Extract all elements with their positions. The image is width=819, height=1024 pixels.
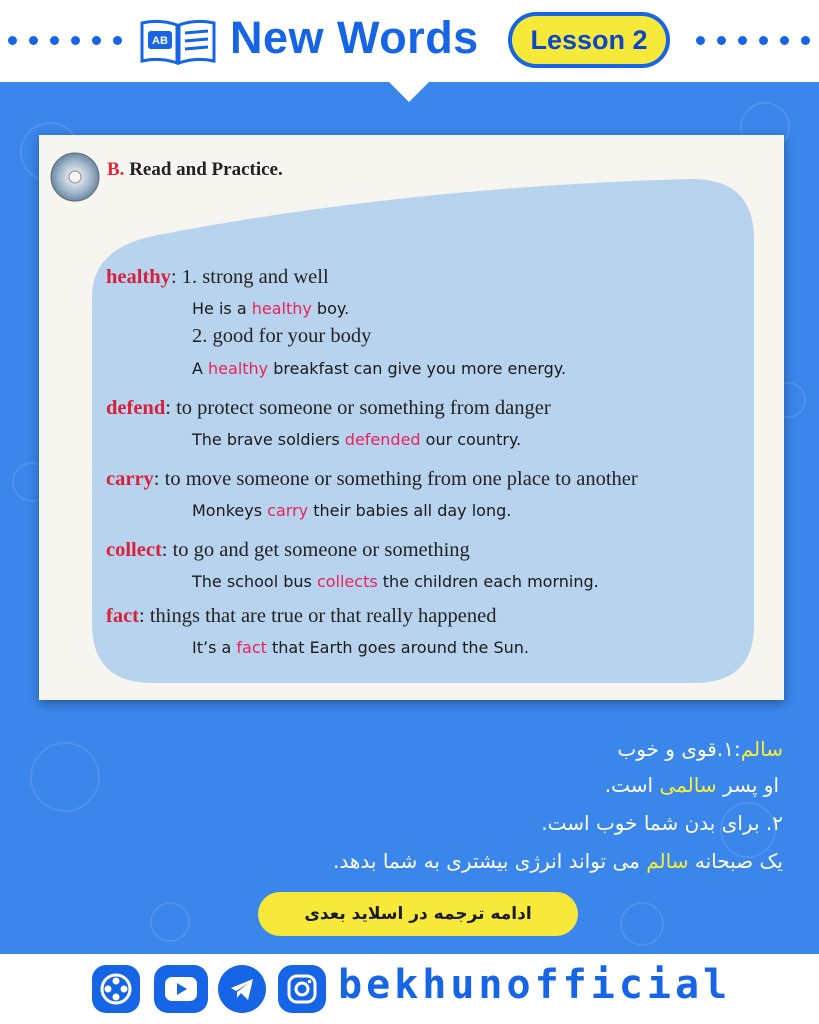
section-heading: Read and Practice. [129,159,283,180]
translation-line-1: سالم:۱.قوی و خوب [617,737,783,761]
entry-fact-definition: fact: things that are true or that really happened [106,605,497,627]
footer [0,954,819,1024]
section-letter: B. [107,159,125,180]
translation-line-2: او پسر سالمی است. [604,773,779,797]
translation-line-4: یک صبحانه سالم می تواند انرژی بیشتری به شما بدهد. [333,849,783,873]
entry-carry-definition: carry: to move someone or something from one place to another [106,468,638,490]
entry-defend-example: The brave soldiers defended our country. [192,430,522,449]
entry-healthy-example2: A healthy breakfast can give you more energy. [192,359,567,378]
entry-healthy-sense2: 2. good for your body [192,325,372,347]
word-fact: fact [106,605,140,627]
brand-handle[interactable]: bekhunofficial [338,962,732,1008]
entry-defend-definition: defend: to protect someone or something from danger [106,397,551,419]
page-title: New Words [230,12,479,63]
youtube-icon[interactable] [154,965,208,1013]
entry-healthy-definition: healthy: 1. strong and well [106,266,329,288]
entry-carry-example: Monkeys carry their babies all day long. [192,501,512,520]
entry-collect-definition: collect: to go and get someone or something [106,539,470,561]
word-healthy: healthy [106,266,171,288]
entry-collect-example: The school bus collects the children each morning. [192,572,599,591]
entry-fact-example: It’s a fact that Earth goes around the Sun. [192,638,529,657]
word-defend: defend [106,397,166,419]
decorative-dots-left [8,36,122,45]
decorative-dots-right [696,36,810,45]
header-notch [389,82,429,102]
lesson-label: Lesson 2 [512,16,666,64]
translation-line-3: ۲. برای بدن شما خوب است. [541,811,783,835]
film-reel-icon[interactable] [92,965,140,1013]
instagram-icon[interactable] [278,965,326,1013]
lesson-badge [508,12,670,68]
book-icon [138,17,218,67]
word-collect: collect [106,539,162,561]
header [0,0,819,82]
textbook-page [39,135,784,700]
next-slide-button[interactable]: ادامه ترجمه در اسلاید بعدی [258,892,578,936]
telegram-icon[interactable] [218,965,266,1013]
word-carry: carry [106,468,154,490]
book-icon-label: AB [152,35,168,47]
entry-healthy-example: He is a healthy boy. [192,299,350,318]
